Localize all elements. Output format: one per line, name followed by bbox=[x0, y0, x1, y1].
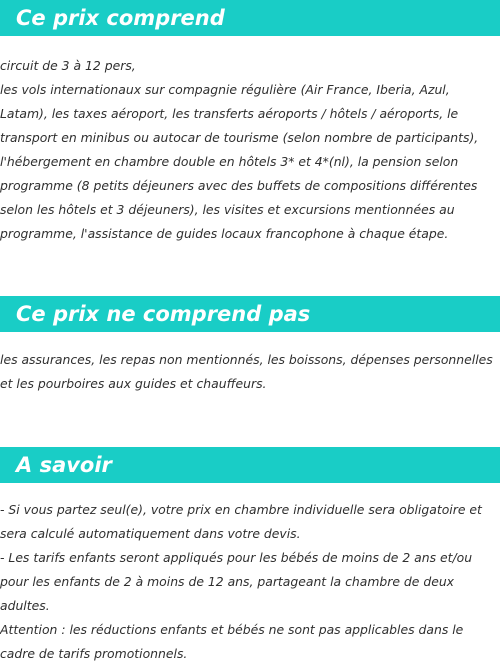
text-line: - Si vous partez seul(e), votre prix en chambre individuelle sera obligatoire et sera calculé automatiquement dans votre devis. bbox=[0, 502, 482, 541]
section-title: Ce prix ne comprend pas bbox=[16, 302, 311, 326]
section-title: A savoir bbox=[16, 453, 112, 477]
section-title: Ce prix comprend bbox=[16, 6, 225, 30]
section-header-good-to-know bbox=[0, 447, 500, 483]
section-header-included bbox=[0, 0, 500, 36]
text-line: les assurances, les repas non mentionnés, les boissons, dépenses personnelles et les pourboires aux guides et chauffeurs. bbox=[0, 352, 493, 391]
text-line: Attention : les réductions enfants et bébés ne sont pas applicables dans le cadre de tarifs promotionnels. bbox=[0, 622, 464, 661]
section-body-included bbox=[0, 54, 500, 246]
text-line: les vols internationaux sur compagnie régulière (Air France, Iberia, Azul, Latam), les taxes aéroport, les transferts aéroports / hôtels / aéroports, le transport en minibus ou autocar de tourisme (selon nombre de participants), l'hébergement en chambre double en hôtels 3* et 4*(nl), la pension selon programme (8 petits déjeuners avec des buffets de compositions différentes selon les hôtels et 3 déjeuners), les visites et excursions mentionnées au programme, l'assistance de guides locaux francophone à chaque étape. bbox=[0, 82, 479, 241]
text-line: - Les tarifs enfants seront appliqués pour les bébés de moins de 2 ans et/ou pour les enfants de 2 à moins de 12 ans, partageant la chambre de deux adultes. bbox=[0, 550, 473, 613]
text-line: circuit de 3 à 12 pers, bbox=[0, 58, 136, 73]
section-body-not-included bbox=[0, 348, 500, 396]
section-body-good-to-know bbox=[0, 498, 500, 666]
section-header-not-included bbox=[0, 296, 500, 332]
